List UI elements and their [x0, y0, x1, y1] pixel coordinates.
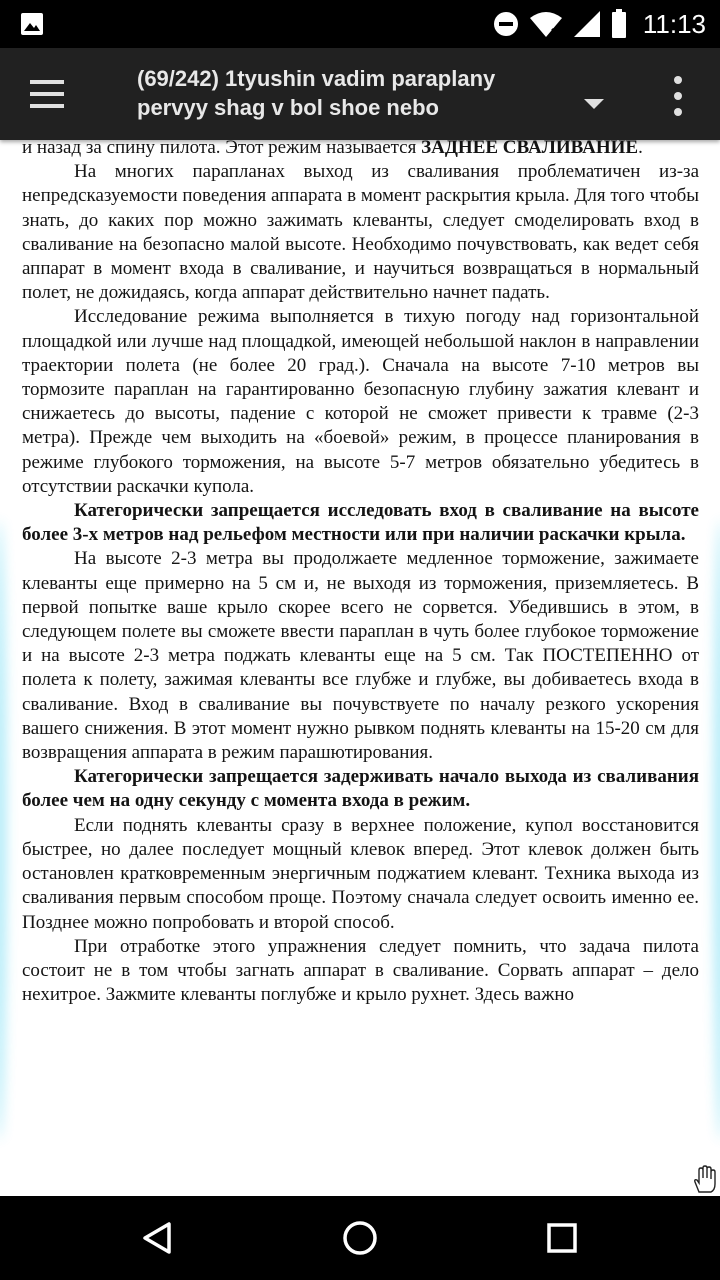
app-bar	[0, 48, 720, 140]
text-run: и назад за спину пилота. Этот режим называется	[22, 140, 422, 158]
status-time: 11:13	[642, 8, 706, 39]
home-icon[interactable]	[332, 1210, 388, 1266]
status-bar	[0, 0, 720, 48]
back-icon[interactable]	[129, 1210, 185, 1266]
text-run: На высоте 2-3 метра вы продолжаете медленное торможение, зажимаете клеванты еще примерно на 5 см и, не выходя из торможения, приземляетесь. В первой попытке ваше крыло скорее всего не сорвется. Убедившись в этом, в следующем полете вы сможете ввести параплан в чуть более глубокое торможение и на высоте 2-3 метра поджать клеванты еще на 5 см. Так ПОСТЕПЕННО от полета к полету, зажимая клеванты все глубже и глубже, вы добиваетесь входа в сваливание. Вход в сваливание вы почувствуете по началу резкого ускорения вашего снижения. В этот момент нужно рывком поднять клеванты на 15-20 см для возвращения аппарата в режим парашютирования.	[22, 548, 699, 764]
document-page[interactable]	[0, 140, 720, 1195]
document-paragraph	[22, 814, 699, 935]
hamburger-menu-icon[interactable]	[18, 70, 78, 118]
gallery-icon	[20, 12, 44, 36]
document-paragraph	[22, 499, 699, 547]
document-paragraph	[22, 140, 699, 160]
document-paragraph	[22, 765, 699, 813]
overscroll-glow-left	[0, 520, 6, 1140]
text-run: На многих парапланах выход из сваливания проблематичен из-за непредсказуемости поведения аппарата в момент раскрытия крыла. Для того чтобы знать, до каких пор можно зажимать клеванты, следует смоделировать вход в сваливание на безопасно малой высоте. Необходимо почувствовать, как ведет себя аппарат в момент входа в сваливание, и научиться возвращаться в нормальный полет, не дожидаясь, когда аппарат действительно начнет падать.	[22, 161, 700, 304]
document-paragraph	[22, 305, 699, 499]
bold-text-run: Категорически запрещается исследовать вход в сваливание на высоте более 3-х метров над рельефом местности или при наличии раскачки крыла.	[22, 500, 699, 546]
bold-text-run: Категорически запрещается задерживать начало выхода из сваливания более чем на одну секунду с момента входа в режим.	[22, 766, 699, 812]
text-run: .	[638, 140, 643, 158]
navigation-bar	[0, 1196, 720, 1280]
bold-text-run: ЗАДНЕЕ СВАЛИВАНИЕ	[421, 140, 639, 158]
battery-icon	[611, 9, 627, 39]
text-run: Если поднять клеванты сразу в верхнее положение, купол восстановится быстрее, но далее последует мощный клевок вперед. Этот клевок должен быть остановлен кратковременным энергичным поджатием клевант. Техника выхода из сваливания первым способом проще. Поэтому сначала следует освоить именно ее. Позднее можно попробовать и второй способ.	[22, 814, 699, 933]
document-paragraph	[22, 547, 699, 765]
wifi-icon	[529, 10, 563, 38]
text-run: Исследование режима выполняется в тихую погоду над горизонтальной площадкой или лучше над площадкой, имеющей небольшой наклон в направлении траектории полета (не более 20 град.). Сначала на высоте 7-10 метров вы тормозите параплан на гарантированно безопасную глубину зажатия клевант и снижаетесь до высоты, падение с которой не сможет привести к травме (2-3 метра). Прежде чем выходить на «боевой» режим, в процессе планирования в режиме глубокого торможения, на высоте 5-7 метров обязательно убедитесь в отсутствии раскачки купола.	[22, 306, 699, 497]
overscroll-glow-right	[714, 520, 720, 1140]
hand-cursor-icon[interactable]	[690, 1164, 720, 1194]
do-not-disturb-icon	[493, 11, 519, 37]
dropdown-arrow-icon[interactable]	[572, 82, 616, 126]
overflow-menu-icon[interactable]	[658, 72, 698, 136]
document-paragraph	[22, 160, 699, 305]
document-paragraph	[22, 935, 699, 1008]
recents-icon[interactable]	[534, 1210, 590, 1266]
text-run: При отработке этого упражнения следует помнить, что задача пилота состоит не в том чтобы загнать аппарат в сваливание. Сорвать аппарат – дело нехитрое. Зажмите клеванты поглубже и крыло рухнет. Здесь важно	[22, 935, 699, 1006]
signal-icon	[573, 10, 601, 38]
document-title[interactable]: (69/242) 1tyushin vadim paraplany pervyy shag v bol shoe nebo	[137, 66, 496, 120]
page-text	[22, 140, 699, 1007]
